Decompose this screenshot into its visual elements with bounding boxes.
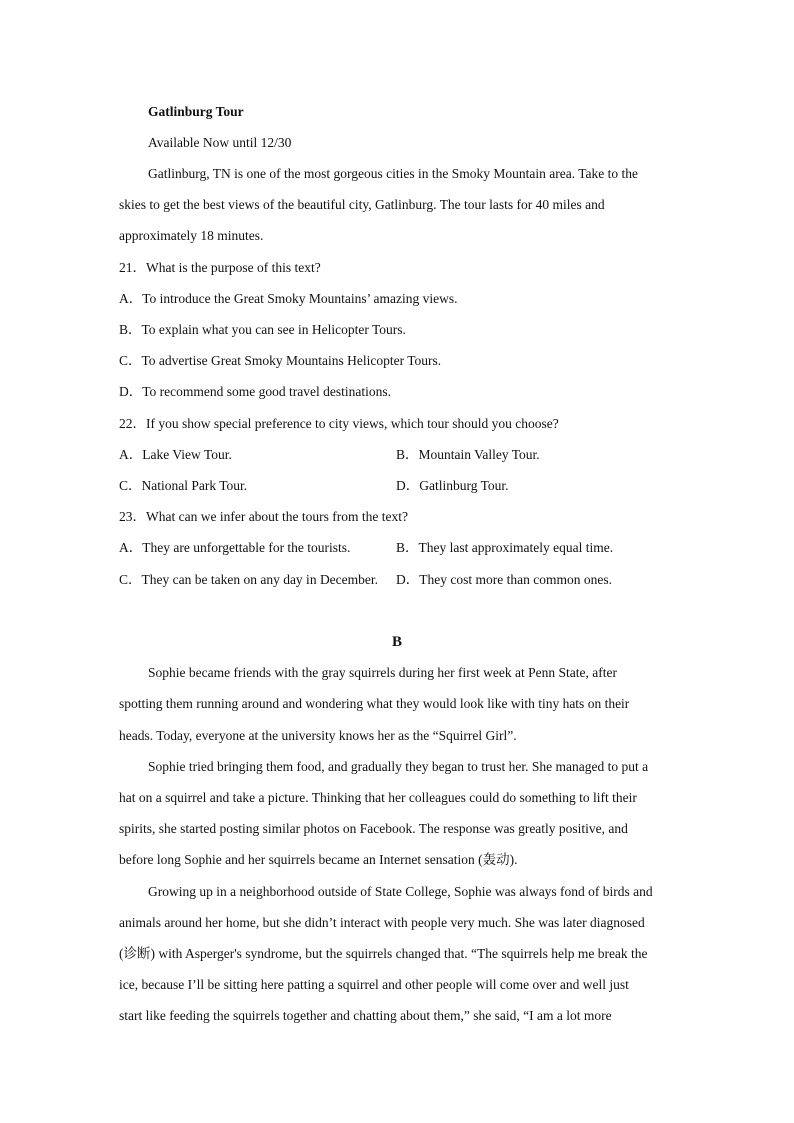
passage-line: heads. Today, everyone at the university knows her as the “Squirrel Girl”. [119,728,517,743]
question-23-stem: 23．What can we infer about the tours from the text? [119,509,409,524]
passage-line: Sophie tried bringing them food, and gradually they began to trust her. She managed to put a [148,759,649,774]
question-23-option-a: A．They are unforgettable for the tourists. [119,540,351,555]
passage-line: ice, because I’ll be sitting here patting a squirrel and other people will come over and well just [119,977,629,992]
question-21-option-b: B．To explain what you can see in Helicopter Tours. [119,322,406,337]
question-21-option-c: C．To advertise Great Smoky Mountains Helicopter Tours. [119,353,442,368]
question-23-option-b: B．They last approximately equal time. [396,540,614,555]
question-22-option-a: A．Lake View Tour. [119,447,232,462]
passage-line: animals around her home, but she didn’t interact with people very much. She was later diagnosed [119,915,645,930]
passage-line: Growing up in a neighborhood outside of State College, Sophie was always fond of birds and [148,884,653,899]
question-22-option-b: B．Mountain Valley Tour. [396,447,540,462]
passage-line: start like feeding the squirrels together and chatting about them,” she said, “I am a lot more [119,1008,612,1023]
question-23-option-c: C．They can be taken on any day in December. [119,572,379,587]
passage-line: (诊断) with Asperger's syndrome, but the squirrels changed that. “The squirrels help me break the [119,946,648,961]
section-heading: B [391,634,402,650]
question-22-option-c: C．National Park Tour. [119,478,248,493]
tour-desc-line: skies to get the best views of the beautiful city, Gatlinburg. The tour lasts for 40 miles and [119,197,605,212]
tour-title: Gatlinburg Tour [148,104,244,119]
passage-line: spotting them running around and wondering what they would look like with tiny hats on their [119,696,630,711]
passage-line: hat on a squirrel and take a picture. Thinking that her colleagues could do something to lift their [119,790,637,805]
passage-line: before long Sophie and her squirrels became an Internet sensation (轰动). [119,852,518,867]
question-21-stem: 21．What is the purpose of this text? [119,260,321,275]
question-21-option-a: A．To introduce the Great Smoky Mountains’ amazing views. [119,291,458,306]
tour-desc-line: Gatlinburg, TN is one of the most gorgeous cities in the Smoky Mountain area. Take to the [148,166,638,181]
question-23-option-d: D．They cost more than common ones. [396,572,612,587]
passage-line: Sophie became friends with the gray squirrels during her first week at Penn State, after [148,665,617,680]
tour-availability: Available Now until 12/30 [148,135,292,150]
question-21-option-d: D．To recommend some good travel destinations. [119,384,391,399]
question-22-option-d: D．Gatlinburg Tour. [396,478,509,493]
question-22-stem: 22．If you show special preference to city views, which tour should you choose? [119,416,559,431]
passage-line: spirits, she started posting similar photos on Facebook. The response was greatly positive, and [119,821,628,836]
tour-desc-line: approximately 18 minutes. [119,228,264,243]
